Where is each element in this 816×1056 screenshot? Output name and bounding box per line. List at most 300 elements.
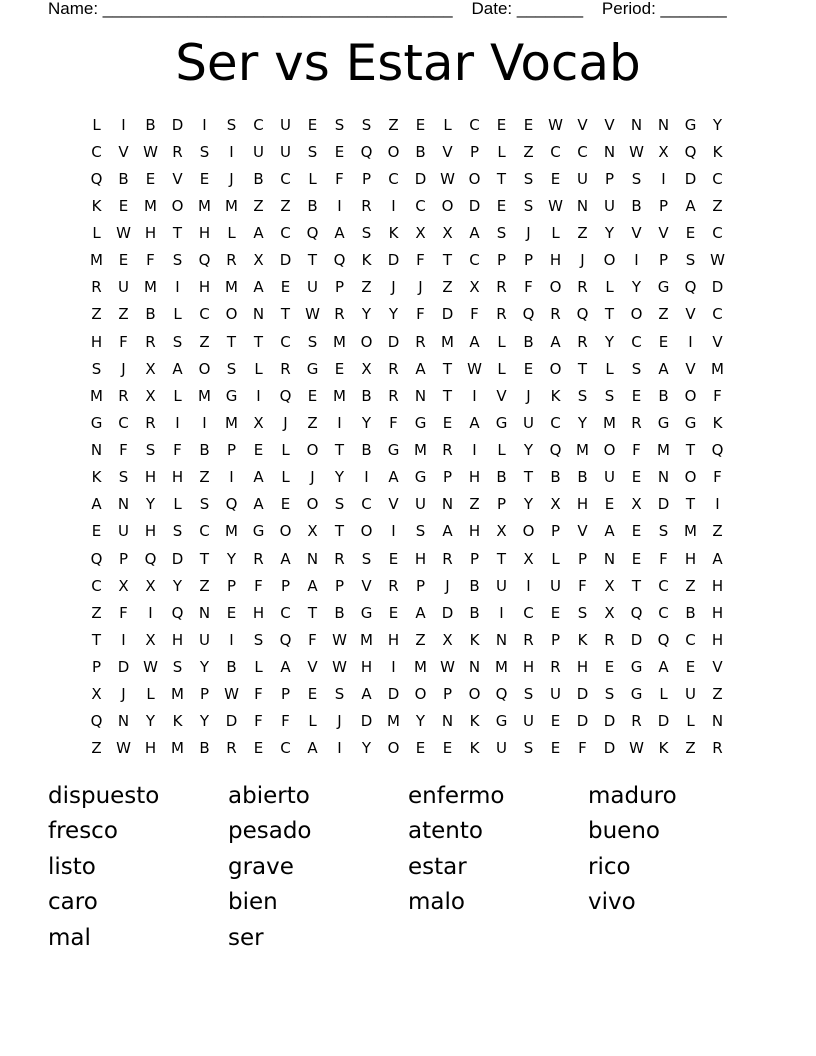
grid-letter: F [173,441,182,460]
grid-letter: L [308,712,317,731]
grid-letter: H [387,630,400,649]
grid-letter: L [551,224,560,243]
grid-letter: A [172,359,183,378]
grid-letter: Y [361,739,372,758]
grid-letter: X [442,630,453,649]
grid-letter: D [657,712,670,731]
grid-letter: G [684,413,697,432]
grid-letter: B [631,196,642,215]
grid-letter: U [280,142,291,161]
grid-letter: W [143,142,158,161]
grid-letter: I [229,630,234,649]
grid-letter: F [713,468,722,487]
grid-letter: V [658,224,669,243]
grid-letter: F [524,278,533,297]
grid-letter: Q [90,169,103,188]
grid-letter: Q [657,630,670,649]
grid-letter: O [360,332,373,351]
grid-letter: R [577,278,588,297]
grid-letter: Q [279,386,292,405]
grid-letter: R [334,305,345,324]
grid-letter: J [283,413,288,432]
grid-letter: I [256,386,261,405]
grid-letter: Q [576,305,589,324]
grid-letter: I [337,739,342,758]
grid-letter: R [496,278,507,297]
grid-letter: R [496,305,507,324]
grid-letter: C [361,495,372,514]
grid-letter: V [712,332,723,351]
word-bank [48,778,768,956]
grid-letter: T [334,522,345,541]
grid-letter: H [576,495,589,514]
grid-letter: T [631,576,642,595]
grid-letter: E [388,549,399,568]
grid-letter: L [92,224,101,243]
grid-letter: N [630,115,643,134]
grid-letter: S [226,359,237,378]
grid-letter: B [253,169,264,188]
grid-letter: J [418,278,423,297]
grid-letter: L [173,305,182,324]
grid-letter: F [659,549,668,568]
grid-letter: V [307,658,318,677]
page-title: Ser vs Estar Vocab [175,34,641,92]
grid-letter: P [658,251,669,270]
grid-letter: I [175,413,180,432]
grid-letter: P [550,630,561,649]
grid-letter: O [306,495,319,514]
grid-letter: M [198,196,211,215]
grid-letter: N [198,603,211,622]
grid-letter: E [604,658,615,677]
grid-letter: Z [91,305,102,324]
grid-letter: S [172,251,183,270]
grid-letter: M [90,386,103,405]
grid-letter: E [685,658,696,677]
grid-letter: S [307,142,318,161]
grid-letter: S [496,224,507,243]
grid-letter: Q [711,441,724,460]
grid-letter: M [171,685,184,704]
grid-letter: Y [577,413,588,432]
grid-letter: O [630,305,643,324]
grid-letter: E [631,386,642,405]
grid-letter: S [307,332,318,351]
grid-letter: H [252,603,265,622]
word-bank-item: malo [408,889,465,916]
grid-letter: P [496,251,507,270]
grid-letter: T [685,495,696,514]
grid-letter: L [551,549,560,568]
word-bank-item: estar [408,853,467,880]
grid-letter: W [710,251,725,270]
grid-letter: S [334,685,345,704]
grid-letter: V [604,115,615,134]
grid-letter: I [364,468,369,487]
grid-letter: C [712,224,723,243]
grid-letter: I [175,278,180,297]
grid-letter: S [631,169,642,188]
grid-letter: U [199,630,210,649]
grid-letter: H [711,576,724,595]
grid-letter: F [254,685,263,704]
grid-letter: O [549,359,562,378]
grid-letter: A [604,522,615,541]
grid-letter: S [199,142,210,161]
grid-letter: A [280,549,291,568]
grid-letter: Y [712,115,723,134]
grid-letter: Z [415,630,426,649]
grid-letter: C [280,224,291,243]
grid-letter: C [658,576,669,595]
grid-letter: G [630,685,643,704]
grid-letter: X [253,413,264,432]
grid-letter: X [604,576,615,595]
grid-letter: E [523,359,534,378]
grid-letter: X [145,576,156,595]
grid-letter: L [173,386,182,405]
grid-letter: L [686,712,695,731]
grid-letter: D [468,196,481,215]
grid-letter: Z [658,305,669,324]
grid-letter: I [391,522,396,541]
grid-letter: E [199,169,210,188]
grid-letter: Z [118,305,129,324]
grid-letter: I [391,196,396,215]
grid-letter: A [388,468,399,487]
grid-letter: A [469,332,480,351]
grid-letter: U [118,522,129,541]
grid-letter: T [523,468,534,487]
grid-letter: S [361,115,372,134]
grid-letter: P [577,549,588,568]
grid-letter: E [550,712,561,731]
grid-letter: Z [685,739,696,758]
word-bank-item: dispuesto [48,782,160,809]
grid-letter: J [121,685,126,704]
grid-letter: A [658,359,669,378]
grid-letter: R [442,441,453,460]
grid-letter: Q [279,630,292,649]
grid-letter: D [603,739,616,758]
grid-letter: W [440,658,455,677]
word-bank-item: caro [48,889,98,916]
grid-letter: Y [388,305,399,324]
grid-letter: B [307,196,318,215]
grid-letter: K [172,712,183,731]
grid-letter: X [415,224,426,243]
grid-letter: E [145,169,156,188]
grid-letter: Q [90,712,103,731]
grid-letter: M [90,251,103,270]
grid-letter: C [523,603,534,622]
grid-letter: R [550,305,561,324]
grid-letter: A [550,332,561,351]
grid-letter: Y [361,305,372,324]
grid-letter: S [226,115,237,134]
grid-letter: A [253,495,264,514]
grid-letter: K [361,251,372,270]
grid-letter: N [657,468,670,487]
grid-letter: E [253,441,264,460]
grid-letter: I [148,603,153,622]
header-fields: Name: _____________________________________ Date: _______ Period: _______ [48,0,727,18]
grid-letter: B [145,115,156,134]
grid-letter: I [391,658,396,677]
word-bank-item: mal [48,924,91,951]
grid-letter: P [604,169,615,188]
grid-letter: E [307,386,318,405]
grid-letter: U [496,739,507,758]
grid-letter: O [279,522,292,541]
grid-letter: D [711,278,724,297]
word-bank-item: abierto [228,782,310,809]
grid-letter: B [199,739,210,758]
grid-letter: R [550,658,561,677]
grid-letter: V [685,305,696,324]
grid-letter: Q [90,549,103,568]
grid-letter: M [144,278,157,297]
grid-letter: Q [495,685,508,704]
grid-letter: R [361,196,372,215]
grid-letter: V [577,115,588,134]
grid-letter: R [172,142,183,161]
grid-letter: C [469,115,480,134]
grid-letter: R [523,630,534,649]
grid-letter: T [442,386,453,405]
grid-letter: V [685,359,696,378]
grid-letter: T [604,305,615,324]
grid-letter: M [495,658,508,677]
grid-letter: M [414,441,427,460]
grid-letter: C [91,576,102,595]
grid-letter: Z [253,196,264,215]
grid-letter: G [495,413,508,432]
grid-letter: Z [712,522,723,541]
grid-letter: X [658,142,669,161]
grid-letter: Y [604,332,615,351]
grid-letter: G [90,413,103,432]
grid-letter: T [496,169,507,188]
grid-letter: E [631,468,642,487]
grid-letter: O [387,142,400,161]
grid-letter: E [604,495,615,514]
grid-letter: Q [171,603,184,622]
grid-letter: N [90,441,103,460]
grid-letter: G [360,603,373,622]
grid-letter: J [580,251,585,270]
grid-letter: N [468,658,481,677]
grid-letter: H [468,468,481,487]
grid-letter: N [495,630,508,649]
grid-letter: D [441,305,454,324]
grid-letter: P [280,576,291,595]
grid-letter: A [307,576,318,595]
grid-letter: P [226,576,237,595]
grid-letter: V [172,169,183,188]
grid-letter: B [469,576,480,595]
grid-letter: K [712,413,723,432]
grid-letter: A [280,658,291,677]
grid-letter: L [443,115,452,134]
grid-letter: U [523,413,534,432]
grid-letter: R [334,549,345,568]
grid-letter: W [224,685,239,704]
grid-letter: O [171,196,184,215]
grid-letter: P [469,142,480,161]
grid-letter: S [685,251,696,270]
grid-letter: I [472,441,477,460]
grid-letter: P [199,685,210,704]
grid-letter: D [441,603,454,622]
grid-letter: J [229,169,234,188]
word-bank-item: ser [228,924,264,951]
grid-letter: S [361,549,372,568]
grid-letter: T [307,251,318,270]
grid-letter: R [226,739,237,758]
grid-letter: W [332,630,347,649]
grid-letter: C [685,630,696,649]
word-bank-item: vivo [588,889,636,916]
grid-letter: I [337,413,342,432]
grid-letter: D [576,712,589,731]
grid-letter: U [307,278,318,297]
grid-letter: W [305,305,320,324]
grid-letter: C [118,413,129,432]
grid-letter: E [118,251,129,270]
grid-letter: C [91,142,102,161]
grid-letter: M [684,522,697,541]
grid-letter: A [415,359,426,378]
grid-letter: S [334,495,345,514]
grid-letter: Z [91,739,102,758]
grid-letter: I [661,169,666,188]
grid-letter: M [711,359,724,378]
grid-letter: T [280,305,291,324]
grid-letter: H [171,630,184,649]
grid-letter: M [198,386,211,405]
grid-letter: W [548,115,563,134]
grid-letter: Q [522,305,535,324]
grid-letter: P [496,495,507,514]
grid-letter: O [306,441,319,460]
grid-letter: Y [523,441,534,460]
grid-letter: U [604,468,615,487]
grid-letter: Y [361,413,372,432]
grid-letter: F [308,630,317,649]
grid-letter: L [497,332,506,351]
grid-letter: D [630,630,643,649]
grid-letter: P [442,468,453,487]
grid-letter: T [577,359,588,378]
grid-letter: X [550,495,561,514]
grid-letter: G [225,386,238,405]
grid-letter: D [279,251,292,270]
grid-letter: C [550,413,561,432]
grid-letter: L [497,142,506,161]
grid-letter: H [144,468,157,487]
grid-letter: B [361,441,372,460]
grid-letter: M [225,522,238,541]
grid-letter: P [91,658,102,677]
grid-letter: X [604,603,615,622]
grid-letter: X [91,685,102,704]
grid-letter: B [469,603,480,622]
grid-letter: B [145,305,156,324]
grid-letter: L [146,685,155,704]
grid-letter: C [658,603,669,622]
grid-letter: H [144,224,157,243]
grid-letter: Y [172,576,183,595]
grid-letter: D [684,169,697,188]
grid-letter: O [684,386,697,405]
grid-letter: Q [333,251,346,270]
grid-letter: M [603,413,616,432]
grid-letter: M [360,630,373,649]
grid-letter: M [333,332,346,351]
grid-letter: O [414,685,427,704]
grid-letter: V [577,522,588,541]
grid-letter: S [172,658,183,677]
grid-letter: F [146,251,155,270]
grid-letter: D [576,685,589,704]
grid-letter: B [361,386,372,405]
grid-letter: T [442,359,453,378]
grid-letter: I [634,251,639,270]
grid-letter: D [387,332,400,351]
grid-letter: L [497,359,506,378]
grid-letter: S [604,685,615,704]
grid-letter: A [685,196,696,215]
grid-letter: I [229,468,234,487]
grid-letter: I [526,576,531,595]
word-bank-item: atento [408,818,483,845]
grid-letter: F [119,603,128,622]
grid-letter: L [497,441,506,460]
grid-letter: L [605,359,614,378]
grid-letter: Z [712,685,723,704]
grid-letter: M [225,413,238,432]
grid-letter: I [688,332,693,351]
grid-letter: M [171,739,184,758]
grid-letter: A [712,549,723,568]
grid-letter: O [603,251,616,270]
grid-letter: I [715,495,720,514]
grid-letter: G [414,468,427,487]
grid-letter: K [91,196,102,215]
grid-letter: M [657,441,670,460]
grid-letter: O [468,685,481,704]
grid-letter: W [629,739,644,758]
grid-letter: B [523,332,534,351]
grid-letter: Z [712,196,723,215]
word-bank-item: enfermo [408,782,505,809]
word-bank-item: bien [228,889,278,916]
grid-letter: S [199,495,210,514]
grid-letter: E [442,739,453,758]
grid-letter: E [226,603,237,622]
grid-letter: S [172,522,183,541]
grid-letter: E [496,196,507,215]
grid-letter: D [360,712,373,731]
grid-letter: T [442,251,453,270]
grid-letter: G [495,712,508,731]
grid-letter: X [118,576,129,595]
grid-letter: S [118,468,129,487]
grid-letter: J [526,224,531,243]
grid-letter: H [576,658,589,677]
